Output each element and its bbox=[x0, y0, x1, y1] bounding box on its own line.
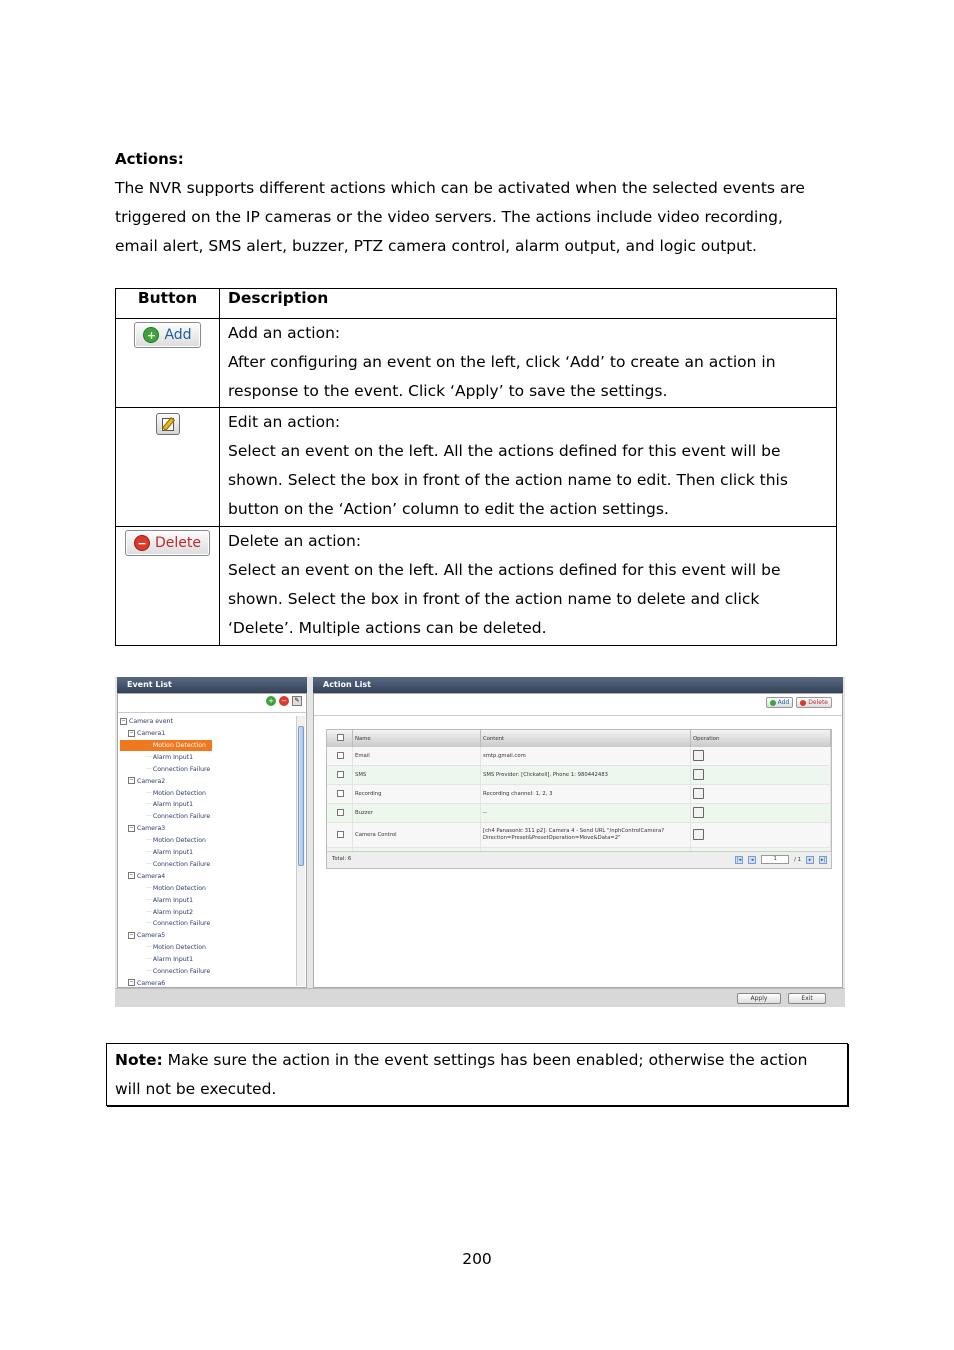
button-description-table bbox=[115, 288, 837, 646]
table-row bbox=[327, 804, 831, 823]
select-all-checkbox[interactable] bbox=[337, 734, 344, 741]
tree-node-label: Alarm Input1 bbox=[152, 956, 194, 964]
row-checkbox[interactable] bbox=[337, 771, 344, 778]
header-button: Button bbox=[116, 289, 220, 319]
add-event-icon[interactable]: + bbox=[266, 696, 276, 706]
event-list-panel bbox=[117, 693, 307, 988]
row-name: Camera Control bbox=[353, 823, 481, 848]
edit-icon[interactable] bbox=[693, 750, 704, 761]
plus-circle-icon: + bbox=[143, 327, 159, 343]
row-checkbox[interactable] bbox=[337, 752, 344, 759]
tree-node[interactable] bbox=[146, 895, 193, 906]
tree-node-label: Camera event bbox=[129, 718, 173, 725]
tree-node-label: Connection Failure bbox=[152, 813, 211, 821]
note-text-2: will not be executed. bbox=[115, 1080, 277, 1098]
add-button bbox=[134, 322, 200, 348]
tree-node-label: Alarm Input1 bbox=[152, 753, 194, 761]
tree-node-label: Connection Failure bbox=[152, 860, 211, 868]
tree-node-label: Camera5 bbox=[137, 932, 166, 940]
collapse-icon[interactable]: − bbox=[121, 717, 126, 724]
table-row bbox=[327, 785, 831, 804]
desc-line: ‘Delete’. Multiple actions can be deleted. bbox=[228, 619, 547, 637]
tree-node-label: Camera3 bbox=[137, 825, 166, 833]
intro-line: The NVR supports different actions which can be activated when the selected events are bbox=[115, 179, 805, 197]
tree-node-label: Motion Detection bbox=[152, 741, 206, 749]
table-row bbox=[327, 766, 831, 785]
tree-connector: ··· bbox=[146, 908, 152, 916]
desc-line: Edit an action: bbox=[228, 413, 341, 431]
tree-node[interactable] bbox=[146, 954, 193, 965]
action-list-panel bbox=[313, 693, 843, 988]
desc-line: shown. Select the box in front of the action name to delete and click bbox=[228, 590, 760, 608]
tree-connector: ··· bbox=[146, 968, 152, 975]
event-action-screenshot bbox=[115, 677, 845, 1006]
tree-node[interactable] bbox=[146, 764, 210, 775]
header-description: Description bbox=[220, 289, 837, 319]
tree-node[interactable] bbox=[146, 942, 206, 953]
collapse-icon[interactable]: − bbox=[129, 824, 134, 831]
desc-line: button on the ‘Action’ column to edit the action settings. bbox=[228, 500, 669, 518]
tree-node[interactable] bbox=[146, 752, 193, 763]
tree-connector: ··· bbox=[146, 753, 152, 761]
edit-event-icon[interactable]: ✎ bbox=[292, 696, 302, 706]
delete-button-label: Delete bbox=[155, 535, 201, 551]
collapse-icon[interactable]: − bbox=[129, 979, 134, 986]
edit-icon bbox=[156, 413, 180, 435]
last-page-icon[interactable]: ▸| bbox=[820, 856, 826, 863]
tree-node-label: Connection Failure bbox=[152, 920, 211, 928]
row-name: SMS bbox=[353, 766, 481, 785]
tree-node-label: Camera4 bbox=[137, 872, 166, 880]
desc-line: response to the event. Click ‘Apply’ to save the settings. bbox=[228, 382, 668, 400]
tree-node[interactable] bbox=[128, 823, 165, 834]
table-row bbox=[327, 747, 831, 766]
event-scrollbar[interactable] bbox=[296, 716, 305, 986]
tree-connector: ··· bbox=[146, 813, 152, 821]
tree-node-label: Alarm Input1 bbox=[152, 849, 194, 856]
tree-node[interactable] bbox=[146, 788, 206, 799]
tree-node[interactable] bbox=[120, 716, 173, 727]
collapse-icon[interactable]: − bbox=[129, 729, 134, 736]
desc-line: Select an event on the left. All the actions defined for this event will be bbox=[228, 561, 781, 579]
event-toolbar bbox=[266, 696, 302, 706]
tree-connector: ··· bbox=[146, 884, 152, 892]
tree-node[interactable] bbox=[128, 728, 165, 739]
tree-node[interactable] bbox=[146, 811, 210, 822]
tree-node-label: Connection Failure bbox=[152, 765, 211, 773]
tree-node[interactable] bbox=[146, 799, 193, 810]
column-operation: Operation bbox=[691, 730, 831, 747]
tree-node-label: Camera1 bbox=[137, 730, 166, 737]
tree-node-label: Alarm Input1 bbox=[152, 896, 194, 904]
tree-node[interactable] bbox=[128, 871, 165, 882]
add-button-label: Add bbox=[164, 327, 192, 343]
edit-icon[interactable] bbox=[693, 829, 704, 840]
tree-connector: ··· bbox=[146, 920, 152, 928]
edit-icon[interactable] bbox=[693, 788, 704, 799]
edit-icon[interactable] bbox=[693, 807, 704, 818]
tree-connector: ··· bbox=[146, 860, 152, 868]
collapse-icon[interactable]: − bbox=[129, 931, 134, 938]
tree-node[interactable] bbox=[120, 740, 212, 751]
tree-node[interactable] bbox=[128, 776, 165, 787]
pager bbox=[327, 851, 831, 868]
tree-connector: ··· bbox=[146, 765, 152, 773]
tree-connector: ··· bbox=[146, 849, 152, 856]
row-checkbox[interactable] bbox=[337, 831, 344, 838]
table-row bbox=[116, 319, 837, 408]
tree-node-label: Connection Failure bbox=[152, 968, 211, 975]
tree-connector: ··· bbox=[146, 896, 152, 904]
column-content: Content bbox=[481, 730, 691, 747]
first-page-icon[interactable]: |◂ bbox=[737, 856, 742, 863]
tree-node[interactable] bbox=[146, 835, 206, 846]
tree-node-label: Motion Detection bbox=[152, 944, 206, 952]
delete-button bbox=[125, 530, 210, 556]
tree-node-label: Camera6 bbox=[137, 979, 166, 987]
column-name: Name bbox=[353, 730, 481, 747]
tree-node[interactable] bbox=[128, 930, 165, 941]
tree-connector: ··· bbox=[146, 944, 152, 952]
note-label: Note: bbox=[115, 1051, 163, 1069]
minus-circle-icon: − bbox=[134, 535, 150, 551]
row-content: [ch4 Panasonic 311 p2]: Camera 4 - Send URL "/nphControlCamera?Direction=Preset&PresetOperation=Move&Data=2" bbox=[481, 823, 691, 848]
tree-connector: ··· bbox=[146, 741, 152, 749]
tree-node-label: Motion Detection bbox=[152, 789, 206, 797]
total-count bbox=[332, 856, 351, 862]
tree-connector: ··· bbox=[146, 837, 152, 845]
row-name: Recording bbox=[353, 785, 481, 804]
row-content: -- bbox=[481, 804, 691, 823]
tree-node-label: Motion Detection bbox=[152, 837, 206, 845]
tree-node-label: Motion Detection bbox=[152, 884, 206, 892]
desc-line: Delete an action: bbox=[228, 532, 362, 550]
minus-circle-icon bbox=[800, 700, 806, 706]
tree-node[interactable] bbox=[146, 966, 210, 977]
action-add-label: Add bbox=[777, 699, 790, 706]
apply-button[interactable]: Apply bbox=[737, 993, 781, 1004]
intro-paragraph bbox=[115, 174, 840, 261]
total-label: Total: bbox=[332, 856, 347, 862]
table-row bbox=[116, 527, 837, 646]
table-row bbox=[116, 408, 837, 527]
note-box bbox=[106, 1043, 848, 1106]
action-grid bbox=[326, 729, 832, 869]
tree-connector: ··· bbox=[146, 789, 152, 797]
event-list-header: Event List bbox=[117, 677, 307, 693]
table-row bbox=[327, 823, 831, 848]
edit-icon[interactable] bbox=[693, 769, 704, 780]
tree-node-label: Alarm Input1 bbox=[152, 801, 194, 809]
tree-node[interactable] bbox=[146, 918, 210, 929]
row-content: smtp.gmail.com bbox=[481, 747, 691, 766]
tree-node[interactable] bbox=[146, 907, 193, 918]
action-list-header: Action List bbox=[313, 677, 843, 693]
row-checkbox[interactable] bbox=[337, 809, 344, 816]
action-delete-label: Delete bbox=[808, 699, 828, 706]
delete-event-icon[interactable]: − bbox=[279, 696, 289, 706]
action-add-button[interactable] bbox=[766, 697, 794, 708]
prev-page-icon[interactable]: ◂ bbox=[748, 856, 756, 864]
row-content: Recording channel: 1, 2, 3 bbox=[481, 785, 691, 804]
section-heading: Actions: bbox=[115, 150, 184, 168]
action-delete-button[interactable] bbox=[796, 697, 832, 708]
desc-line: Add an action: bbox=[228, 324, 341, 342]
intro-line: email alert, SMS alert, buzzer, PTZ camera control, alarm output, and logic output. bbox=[115, 237, 757, 255]
tree-connector: ··· bbox=[146, 956, 152, 964]
tree-node[interactable] bbox=[146, 859, 210, 870]
page-input[interactable]: 1 bbox=[761, 855, 789, 864]
bottom-bar bbox=[115, 988, 845, 1007]
action-toolbar bbox=[766, 697, 832, 708]
tree-node-label: Camera2 bbox=[137, 777, 166, 785]
tree-node[interactable] bbox=[146, 847, 193, 858]
page-number: 200 bbox=[462, 1250, 492, 1268]
desc-line: shown. Select the box in front of the action name to edit. Then click this bbox=[228, 471, 788, 489]
intro-line: triggered on the IP cameras or the video servers. The actions include video recording, bbox=[115, 208, 783, 226]
note-text: Make sure the action in the event settings has been enabled; otherwise the action bbox=[162, 1051, 808, 1069]
tree-node-label: Alarm Input2 bbox=[152, 908, 194, 916]
collapse-icon[interactable]: − bbox=[129, 777, 134, 784]
row-checkbox[interactable] bbox=[337, 790, 344, 797]
collapse-icon[interactable]: − bbox=[129, 872, 134, 879]
desc-line: After configuring an event on the left, click ‘Add’ to create an action in bbox=[228, 353, 776, 371]
row-name: Email bbox=[353, 747, 481, 766]
row-name: Buzzer bbox=[353, 804, 481, 823]
page-total: / 1 bbox=[794, 856, 801, 863]
tree-node[interactable] bbox=[146, 883, 206, 894]
row-content: SMS Provider: [Clickatell], Phone 1: 980442483 bbox=[481, 766, 691, 785]
exit-button[interactable]: Exit bbox=[788, 993, 826, 1004]
next-page-icon[interactable]: ▸ bbox=[806, 856, 814, 864]
tree-connector: ··· bbox=[146, 801, 152, 809]
desc-line: Select an event on the left. All the actions defined for this event will be bbox=[228, 442, 781, 460]
plus-circle-icon bbox=[770, 700, 776, 706]
total-value: 6 bbox=[347, 856, 352, 862]
